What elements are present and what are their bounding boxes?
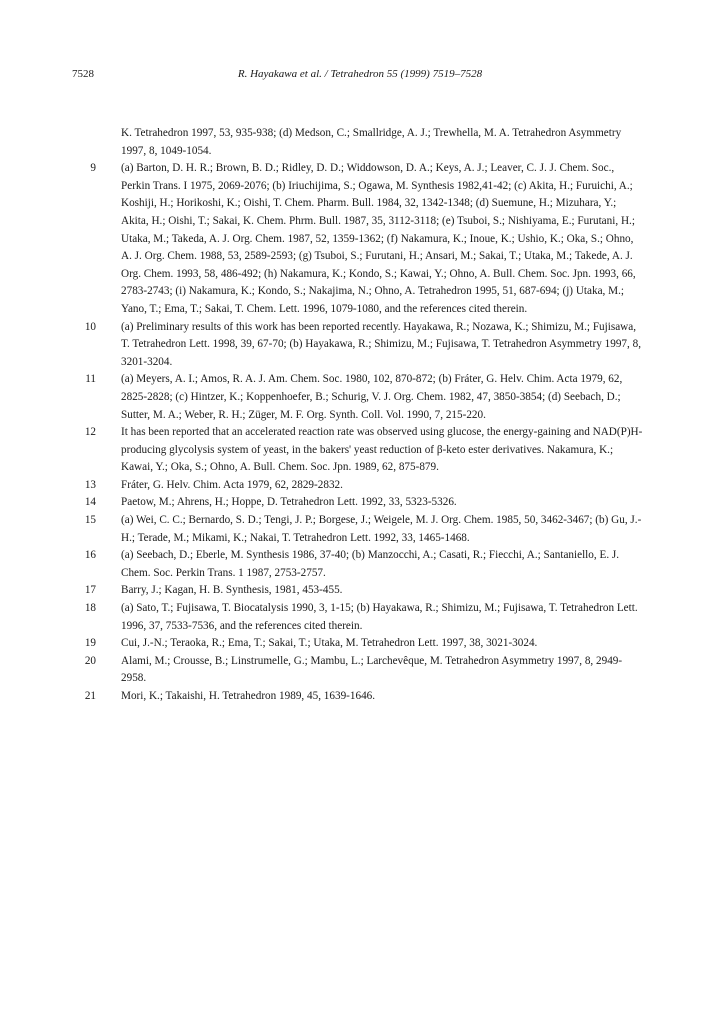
reference-text: (a) Sato, T.; Fujisawa, T. Biocatalysis 1990, 3, 1-15; (b) Hayakawa, R.; Shimizu, M.; Fujisawa, T. Tetrahedron Lett. 1996, 37, 7533-7536, and the references cited therein.: [121, 602, 638, 632]
reference-item: [72, 582, 644, 600]
reference-number: 9: [90, 162, 96, 175]
reference-text: Paetow, M.; Ahrens, H.; Hoppe, D. Tetrahedron Lett. 1992, 33, 5323-5326.: [121, 496, 457, 509]
reference-text: (a) Barton, D. H. R.; Brown, B. D.; Ridley, D. D.; Widdowson, D. A.; Keys, A. J.; Leaver, C. J. J. Chem. Soc., Perkin Trans. I 1975, 2069-2076; (b) Iriuchijima, S.; Ogawa, M. Synthesis 1982,41-42; (c) Akita, H.; Furuichi, A.; Koshiji, H.; Horikoshi, K.; Oishi, T. Chem. Pharm. Bull. 1984, 32, 1342-1348; (d) Suemune, H.; Mizuhara, Y.; Akita, H.; Oishi, T.; Sakai, K. Chem. Phrm. Bull. 1987, 35, 3112-3118; (e) Tsuboi, S.; Nishiyama, E.; Furutani, H.; Utaka, M.; Takeda, A. J. Org. Chem. 1987, 52, 1359-1362; (f) Nakamura, K.; Inoue, K.; Ushio, K.; Oka, S.; Ohno, A. J. Org. Chem. 1988, 53, 2589-2593; (g) Tsuboi, S.; Furutani, H.; Ansari, M.; Sakai, T.; Utaka, M.; Takede, A. J. Org. Chem. 1993, 58, 486-492; (h) Nakamura, K.; Kondo, S.; Kawai, Y.; Ohno, A. Bull. Chem. Soc. Jpn. 1993, 66, 2783-2743; (i) Nakamura, K.; Kondo, S.; Nakajima, N.; Ohno, A. Tetrahedron 1995, 51, 687-694; (j) Utaka, M.; Yano, T.; Ema, T.; Sakai, T. Chem. Lett. 1996, 1079-1080, and the references cited therein.: [121, 162, 636, 315]
reference-item: [72, 424, 644, 477]
reference-text: (a) Seebach, D.; Eberle, M. Synthesis 1986, 37-40; (b) Manzocchi, A.; Casati, R.; Fiecchi, A.; Santaniello, E. J. Chem. Soc. Perkin Trans. 1 1987, 2753-2757.: [121, 549, 620, 579]
reference-item: [72, 688, 644, 706]
reference-number: 16: [84, 549, 96, 562]
running-head: R. Hayakawa et al. / Tetrahedron 55 (1999) 7519–7528: [237, 68, 483, 80]
reference-item: [72, 547, 644, 582]
reference-item: [72, 125, 644, 160]
reference-list: [72, 125, 644, 706]
reference-text: Fráter, G. Helv. Chim. Acta 1979, 62, 2829-2832.: [121, 478, 343, 491]
reference-text: It has been reported that an accelerated reaction rate was observed using glucose, the energy-gaining and NAD(P)H-producing glycolysis system of yeast, in the bakers' yeast reduction of β-keto ester derivatives. Nakamura, K.; Kawai, Y.; Oka, S.; Ohno, A. Bull. Chem. Soc. Jpn. 1989, 62, 875-879.: [121, 426, 643, 474]
reference-number: 11: [85, 373, 96, 386]
reference-text: (a) Wei, C. C.; Bernardo, S. D.; Tengi, J. P.; Borgese, J.; Weigele, M. J. Org. Chem. 1985, 50, 3462-3467; (b) Gu, J.-H.; Terade, M.; Mikami, K.; Nakai, T. Tetrahedron Lett. 1992, 33, 1465-1468.: [121, 514, 642, 544]
reference-item: [72, 477, 644, 495]
reference-number: 12: [84, 426, 96, 439]
page-header: [72, 68, 648, 88]
reference-text: Alami, M.; Crousse, B.; Linstrumelle, G.; Mambu, L.; Larchevêque, M. Tetrahedron Asymmetry 1997, 8, 2949-2958.: [121, 654, 623, 685]
reference-item: [72, 371, 644, 424]
reference-number: 17: [84, 584, 96, 597]
reference-text: Cui, J.-N.; Teraoka, R.; Ema, T.; Sakai, T.; Utaka, M. Tetrahedron Lett. 1997, 38, 3021-3024.: [121, 637, 538, 650]
reference-number: 10: [84, 320, 96, 333]
reference-item: [72, 653, 644, 688]
reference-number: 14: [84, 496, 96, 509]
reference-text: (a) Meyers, A. I.; Amos, R. A. J. Am. Chem. Soc. 1980, 102, 870-872; (b) Fráter, G. Helv. Chim. Acta 1979, 62, 2825-2828; (c) Hintzer, K.; Koppenhoefer, B.; Schurig, V. J. Org. Chem. 1982, 47, 3850-3854; (d) Seebach, D.; Sutter, M. A.; Weber, R. H.; Züger, M. F. Org. Synth. Coll. Vol. 1990, 7, 215-220.: [121, 373, 623, 421]
reference-text: K. Tetrahedron 1997, 53, 935-938; (d) Medson, C.; Smallridge, A. J.; Trewhella, M. A. Tetrahedron Asymmetry 1997, 8, 1049-1054.: [121, 127, 622, 157]
reference-item: [72, 512, 644, 547]
reference-item: [72, 635, 644, 653]
reference-number: 13: [84, 478, 96, 491]
reference-text: (a) Preliminary results of this work has been reported recently. Hayakawa, R.; Nozawa, K.; Shimizu, M.; Fujisawa, T. Tetrahedron Lett. 1998, 39, 67-70; (b) Hayakawa, R.; Shimizu, M.; Fujisawa, T. Tetrahedron Asymmetry 1997, 8, 3201-3204.: [121, 320, 642, 368]
reference-number: 20: [84, 654, 96, 667]
reference-item: [72, 319, 644, 372]
reference-text: Mori, K.; Takaishi, H. Tetrahedron 1989, 45, 1639-1646.: [121, 690, 376, 702]
page-number: 7528: [72, 68, 94, 80]
reference-number: 21: [84, 690, 96, 702]
reference-item: [72, 494, 644, 512]
reference-number: 19: [84, 637, 96, 650]
reference-number: 18: [84, 602, 96, 615]
reference-text: Barry, J.; Kagan, H. B. Synthesis, 1981, 453-455.: [121, 584, 343, 597]
reference-item: [72, 600, 644, 635]
reference-number: 15: [84, 514, 96, 527]
reference-item: [72, 160, 644, 318]
